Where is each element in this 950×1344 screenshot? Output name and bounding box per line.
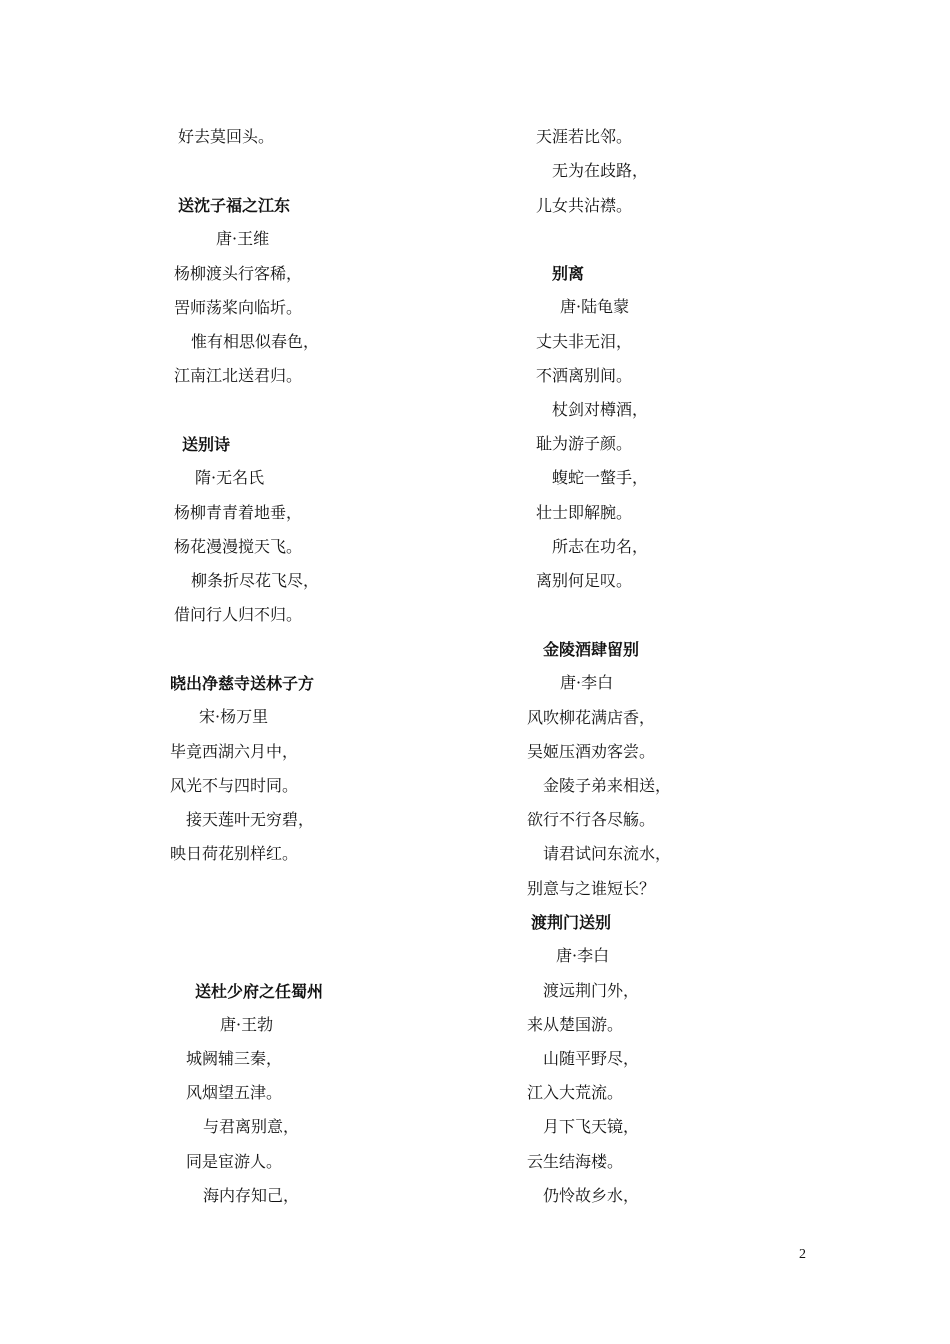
poem-title: 送沈子福之江东 bbox=[178, 196, 291, 215]
poem-line: 杨花漫漫搅天飞。 bbox=[174, 537, 303, 556]
poem-line: 杖剑对樽酒， bbox=[552, 400, 649, 419]
poem-line: 儿女共沾襟。 bbox=[536, 196, 633, 215]
poem-title: 金陵酒肆留别 bbox=[543, 640, 640, 659]
poem-title: 送别诗 bbox=[182, 435, 231, 454]
poem-line: 唐·王勃 bbox=[220, 1015, 274, 1034]
poem-line: 所志在功名， bbox=[552, 537, 649, 556]
poem-line: 杨柳渡头行客稀， bbox=[174, 264, 303, 283]
poem-line: 唐·李白 bbox=[556, 946, 610, 965]
poem-line: 江入大荒流。 bbox=[527, 1083, 624, 1102]
poem-line: 宋·杨万里 bbox=[199, 707, 269, 726]
poem-line: 同是宦游人。 bbox=[186, 1152, 283, 1171]
poem-line: 映日荷花别样红。 bbox=[170, 844, 299, 863]
poem-line: 海内存知己， bbox=[203, 1186, 300, 1205]
poem-line: 江南江北送君归。 bbox=[174, 366, 303, 385]
poem-line: 罟师荡桨向临圻。 bbox=[174, 298, 303, 317]
poem-line: 风烟望五津。 bbox=[186, 1083, 283, 1102]
poem-line: 别意与之谁短长？ bbox=[527, 879, 656, 898]
poem-line: 接天莲叶无穷碧， bbox=[186, 810, 315, 829]
poem-line: 隋·无名氏 bbox=[195, 468, 265, 487]
poem-line: 好去莫回头。 bbox=[178, 127, 275, 146]
poem-line: 杨柳青青着地垂， bbox=[174, 503, 303, 522]
poem-line: 柳条折尽花飞尽， bbox=[191, 571, 320, 590]
poem-line: 吴姬压酒劝客尝。 bbox=[527, 742, 656, 761]
poem-line: 不洒离别间。 bbox=[536, 366, 633, 385]
poem-line: 云生结海楼。 bbox=[527, 1152, 624, 1171]
poem-line: 借问行人归不归。 bbox=[174, 605, 303, 624]
poem-line: 来从楚国游。 bbox=[527, 1015, 624, 1034]
poem-line: 仍怜故乡水， bbox=[543, 1186, 640, 1205]
poem-line: 离别何足叹。 bbox=[536, 571, 633, 590]
poem-title: 渡荆门送别 bbox=[531, 913, 612, 932]
poem-line: 惟有相思似春色， bbox=[191, 332, 320, 351]
poem-line: 耻为游子颜。 bbox=[536, 434, 633, 453]
poem-line: 金陵子弟来相送， bbox=[543, 776, 672, 795]
poem-line: 毕竟西湖六月中， bbox=[170, 742, 299, 761]
poem-line: 唐·陆龟蒙 bbox=[560, 297, 630, 316]
poem-line: 风吹柳花满店香， bbox=[527, 708, 656, 727]
poem-line: 欲行不行各尽觞。 bbox=[527, 810, 656, 829]
poem-line: 壮士即解腕。 bbox=[536, 503, 633, 522]
poem-line: 天涯若比邻。 bbox=[536, 127, 633, 146]
poem-line: 丈夫非无泪， bbox=[536, 332, 633, 351]
poem-title: 别离 bbox=[552, 264, 585, 283]
poem-title: 送杜少府之任蜀州 bbox=[195, 982, 324, 1001]
poem-line: 请君试问东流水， bbox=[543, 844, 672, 863]
poem-line: 城阙辅三秦， bbox=[186, 1049, 283, 1068]
poem-title: 晓出净慈寺送林子方 bbox=[170, 674, 315, 693]
poem-line: 唐·李白 bbox=[560, 673, 614, 692]
poem-line: 无为在歧路， bbox=[552, 161, 649, 180]
poem-line: 风光不与四时同。 bbox=[170, 776, 299, 795]
poem-line: 月下飞天镜， bbox=[543, 1117, 640, 1136]
poem-line: 山随平野尽， bbox=[543, 1049, 640, 1068]
poem-line: 蝮蛇一螫手， bbox=[552, 468, 649, 487]
poem-line: 唐·王维 bbox=[216, 229, 270, 248]
page-number: 2 bbox=[799, 1247, 806, 1262]
poem-line: 渡远荆门外， bbox=[543, 981, 640, 1000]
poem-line: 与君离别意， bbox=[203, 1117, 300, 1136]
